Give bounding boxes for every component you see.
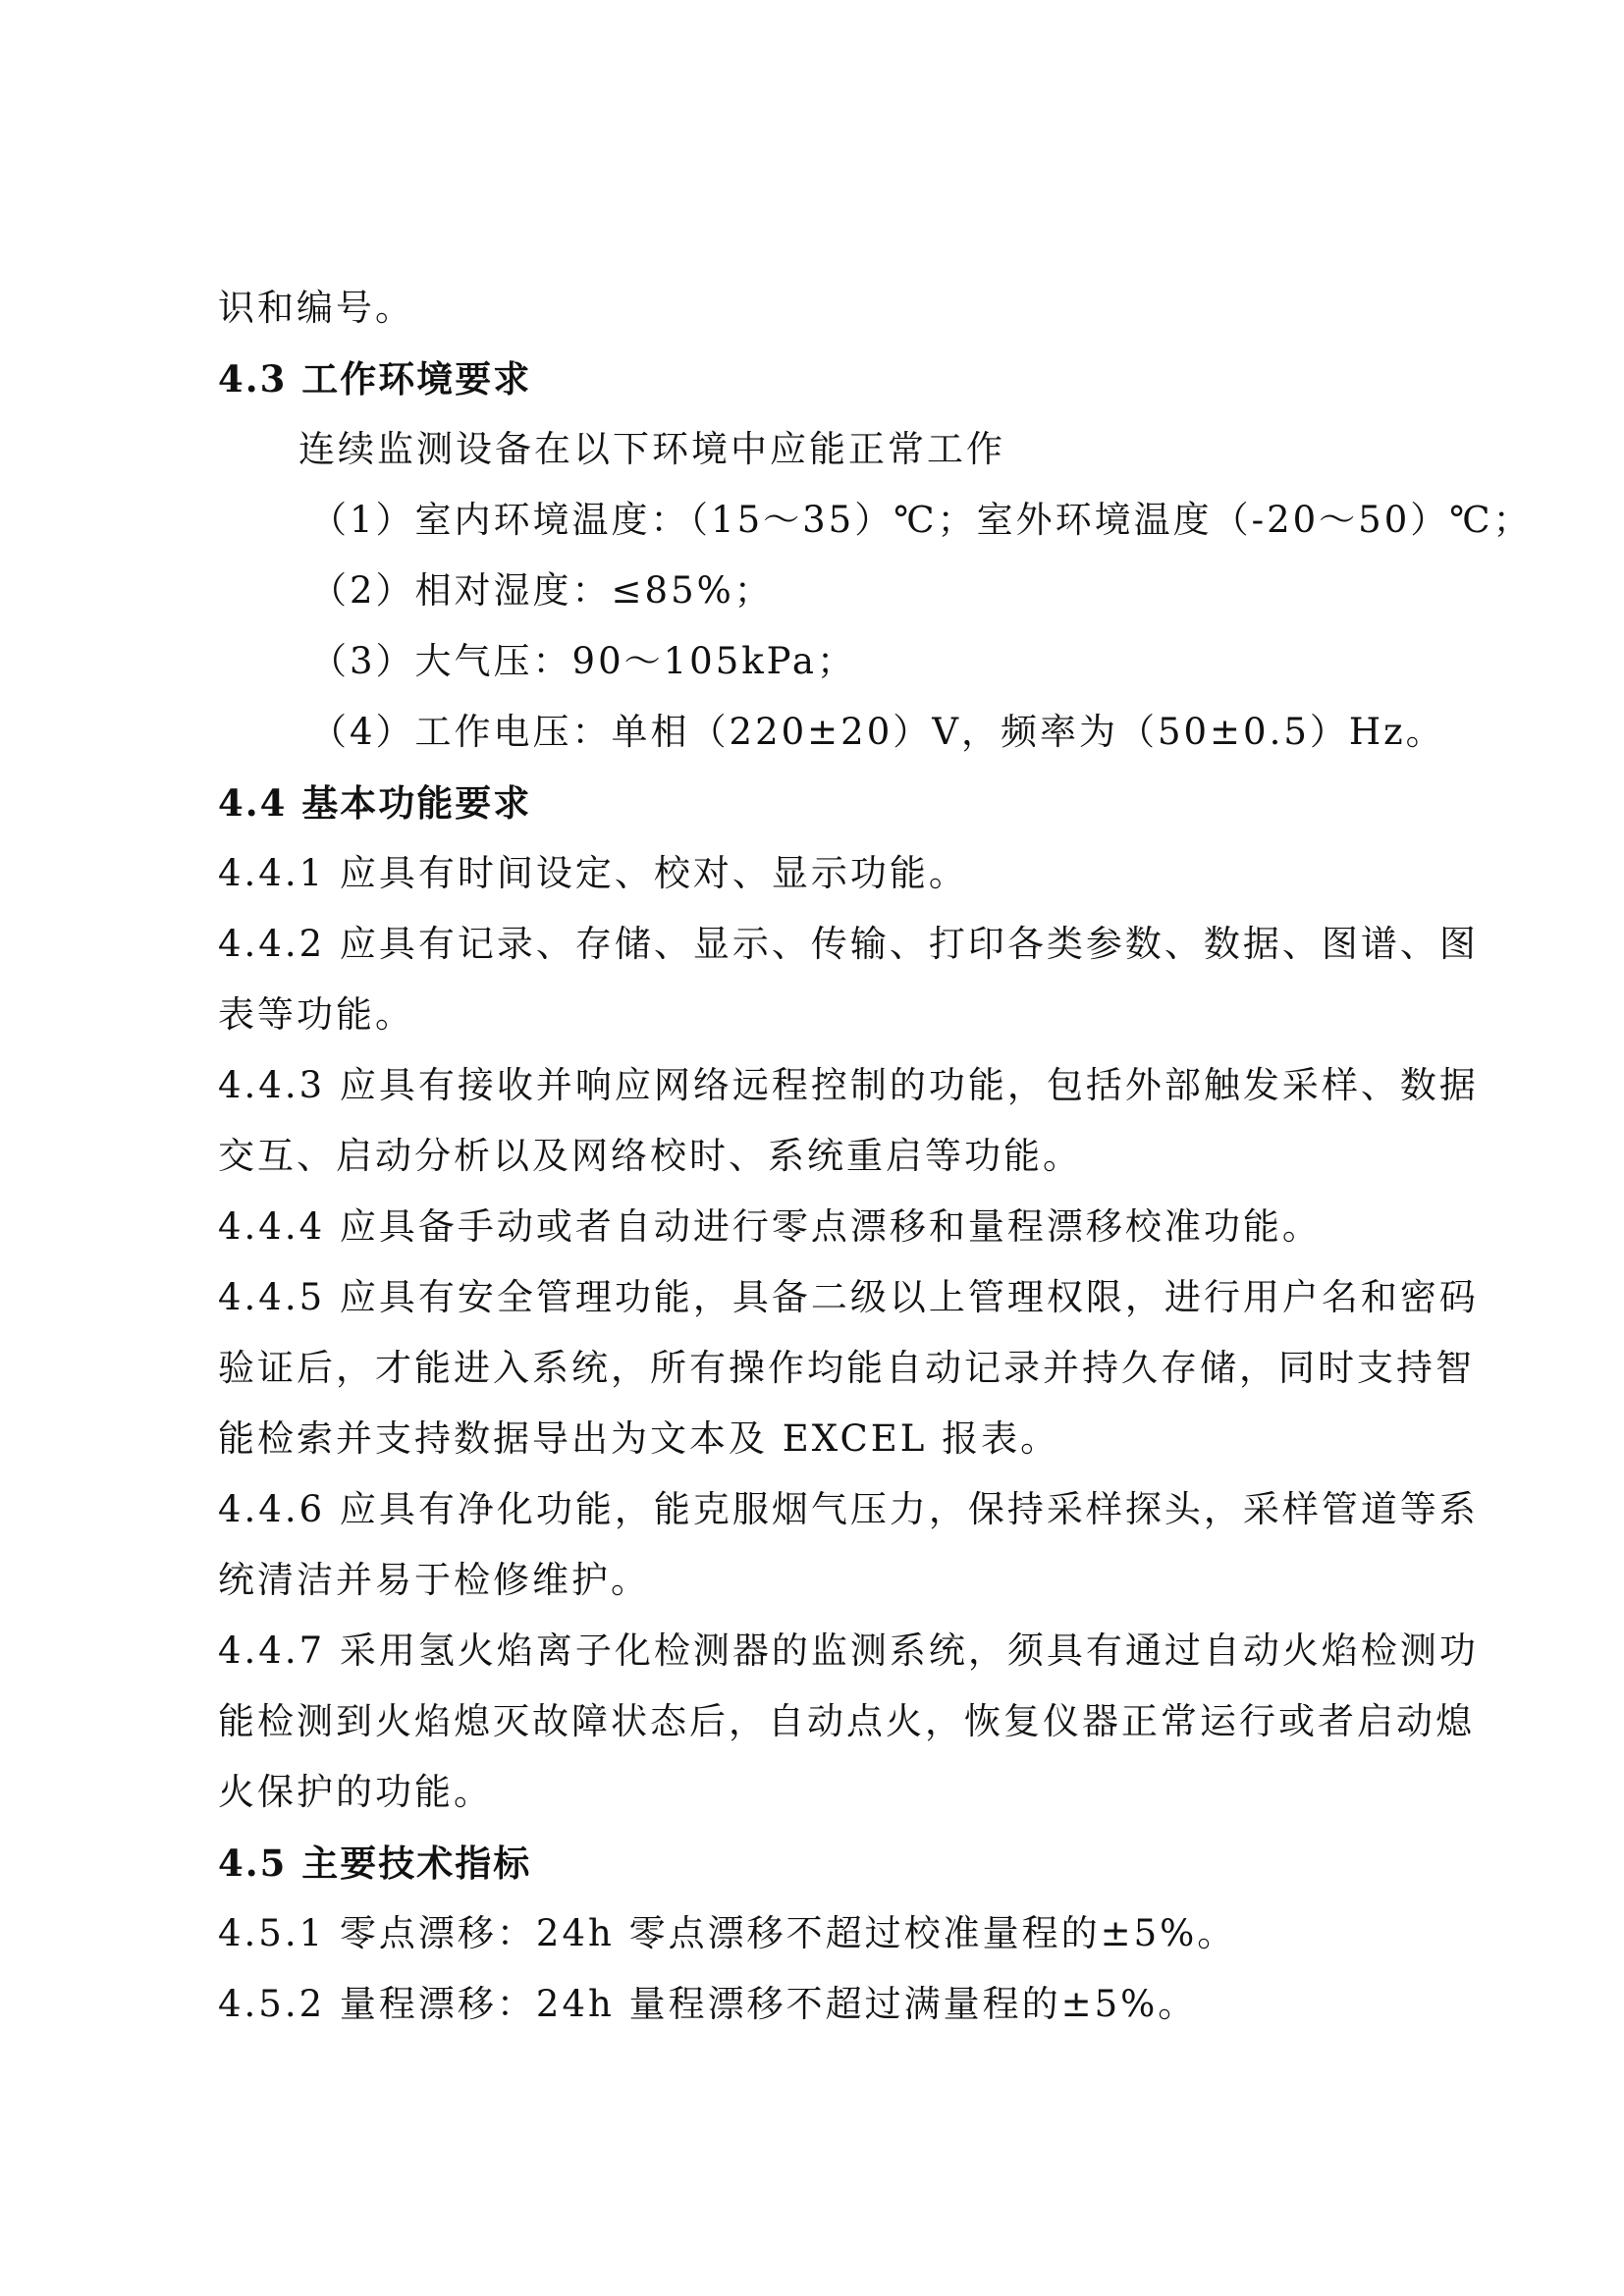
paragraph-environment-intro: 连续监测设备在以下环境中应能正常工作 [298,428,1005,470]
section-heading-4-5: 4.5 主要技术指标 [218,1842,532,1885]
clause-4-5-1: 4.5.1 零点漂移：24h 零点漂移不超过校准量程的±5%。 [218,1912,1237,1954]
clause-4-4-3-line-1: 4.4.3 应具有接收并响应网络远程控制的功能，包括外部触发采样、数据 [218,1064,1479,1106]
list-item-temperature: （1）室内环境温度：（15～35）℃；室外环境温度（-20～50）℃； [310,499,1533,541]
clause-4-4-5-line-2: 验证后，才能进入系统，所有操作均能自动记录并持久存储，同时支持智 [218,1347,1475,1389]
clause-4-4-5-line-3: 能检索并支持数据导出为文本及 EXCEL 报表。 [218,1417,1060,1460]
section-heading-4-4: 4.4 基本功能要求 [218,781,532,825]
clause-4-4-7-line-3: 火保护的功能。 [218,1771,493,1813]
list-item-humidity: （2）相对湿度：≤85%； [310,569,774,612]
clause-4-4-3-line-2: 交互、启动分析以及网络校时、系统重启等功能。 [218,1135,1082,1177]
paragraph-continuation: 识和编号。 [218,287,414,329]
clause-4-4-7-line-2: 能检测到火焰熄灭故障状态后，自动点火，恢复仪器正常运行或者启动熄 [218,1700,1475,1742]
clause-4-4-6-line-2: 统清洁并易于检修维护。 [218,1559,650,1601]
list-item-pressure: （3）大气压：90～105kPa； [310,640,856,682]
clause-4-4-1: 4.4.1 应具有时间设定、校对、显示功能。 [218,852,968,894]
clause-4-4-6-line-1: 4.4.6 应具有净化功能，能克服烟气压力，保持采样探头，采样管道等系 [218,1488,1479,1530]
section-heading-4-3: 4.3 工作环境要求 [218,357,532,400]
clause-4-4-5-line-1: 4.4.5 应具有安全管理功能，具备二级以上管理权限，进行用户名和密码 [218,1276,1479,1318]
clause-4-4-2-line-2: 表等功能。 [218,993,414,1036]
clause-4-4-2-line-1: 4.4.2 应具有记录、存储、显示、传输、打印各类参数、数据、图谱、图 [218,923,1479,965]
clause-4-4-7-line-1: 4.4.7 采用氢火焰离子化检测器的监测系统，须具有通过自动火焰检测功 [218,1629,1479,1672]
list-item-voltage: （4）工作电压：单相（220±20）V，频率为（50±0.5）Hz。 [310,711,1445,753]
clause-4-5-2: 4.5.2 量程漂移：24h 量程漂移不超过满量程的±5%。 [218,1983,1198,2025]
clause-4-4-4: 4.4.4 应具备手动或者自动进行零点漂移和量程漂移校准功能。 [218,1205,1322,1248]
